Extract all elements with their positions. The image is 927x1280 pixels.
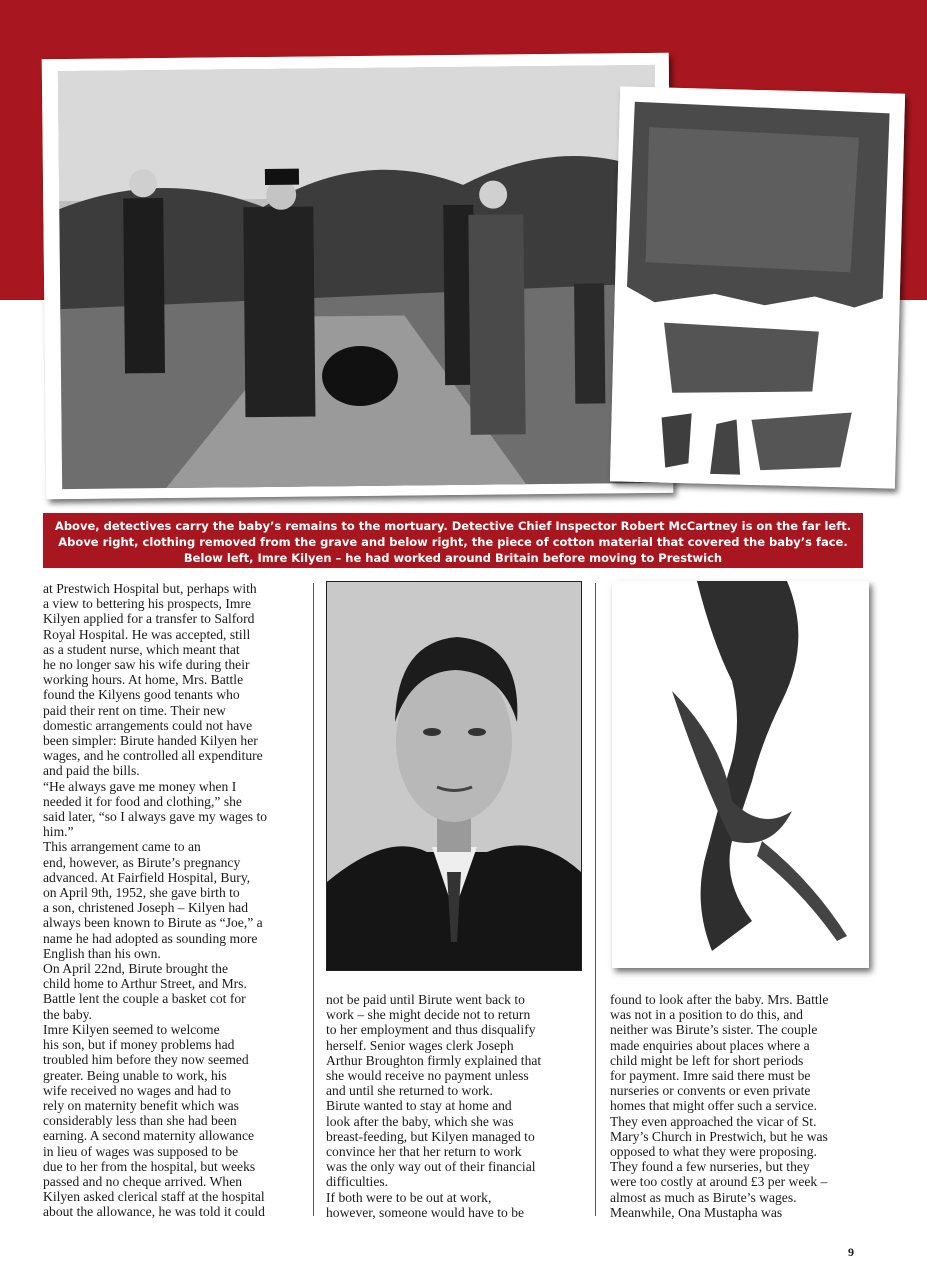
photo-caption: Above, detectives carry the baby’s remains to the mortuary. Detective Chief Inspector Robert McCartney is on the far left. Above right, clothing removed from the grave and below right, the piece of cotton material that covered the baby’s face. Below left, Imre Kilyen – he had worked around Britain before moving to Prestwich (43, 513, 863, 568)
column-divider (313, 583, 314, 1216)
cotton-material-photo (612, 581, 869, 968)
detectives-photo (42, 53, 674, 500)
column-right: found to look after the baby. Mrs. Battle was not in a position to do this, and neither was Birute’s sister. The couple made enquiries about places where a child might be left for short periods for payment. Imre said there must be nurseries or convents or even private homes that might offer such a service. They even approached the vicar of St. Mary’s Church in Prestwich, but he was opposed to what they were proposing. They found a few nurseries, but they were too costly at around £3 per week – almost as much as Birute’s wages. Meanwhile, Ona Mustapha was (610, 992, 829, 1220)
column-left: at Prestwich Hospital but, perhaps with a view to bettering his prospects, Imre Kilyen applied for a transfer to Salford Royal Hospital. He was accepted, still as a student nurse, which meant that he no longer saw his wife during their working hours. At home, Mrs. Battle found the Kilyens good tenants who paid their rent on time. Their new domestic arrangements could not have been simpler: Birute handed Kilyen her wages, and he controlled all expenditure and paid the bills. “He always gave me money when I needed it for food and clothing,” she said later, “so I always gave my wages to him.” This arrangement came to an end, however, as Birute’s pregnancy advanced. At Fairfield Hospital, Bury, on April 9th, 1952, she gave birth to a son, christened Joseph – Kilyen had always been known to Birute as “Joe,” a name he had adopted as sounding more English than his own. On April 22nd, Birute brought the child home to Arthur Street, and Mrs. Battle lent the couple a basket cot for the baby. Imre Kilyen seemed to welcome his son, but if money problems had troubled him before they now seemed greater. Being unable to work, his wife received no wages and had to rely on maternity benefit which was considerably less than she had been earning. A second maternity allowance in lieu of wages was supposed to be due to her from the hospital, but weeks passed and no cheque arrived. When Kilyen asked clerical staff at the hospital about the allowance, he was told it could (43, 581, 268, 1220)
kilyen-portrait (326, 581, 582, 971)
column-middle: not be paid until Birute went back to work – she might decide not to return to her employment and thus disqualify herself. Senior wages clerk Joseph Arthur Broughton firmly explained that she would receive no payment unless and until she returned to work. Birute wanted to stay at home and look after the baby, which she was breast-feeding, but Kilyen managed to convince her that her return to work was the only way out of their financial difficulties. If both were to be out at work, however, someone would have to be (326, 992, 542, 1220)
clothing-photo (610, 86, 905, 488)
page-number: 9 (848, 1245, 854, 1259)
column-divider (595, 583, 596, 1216)
